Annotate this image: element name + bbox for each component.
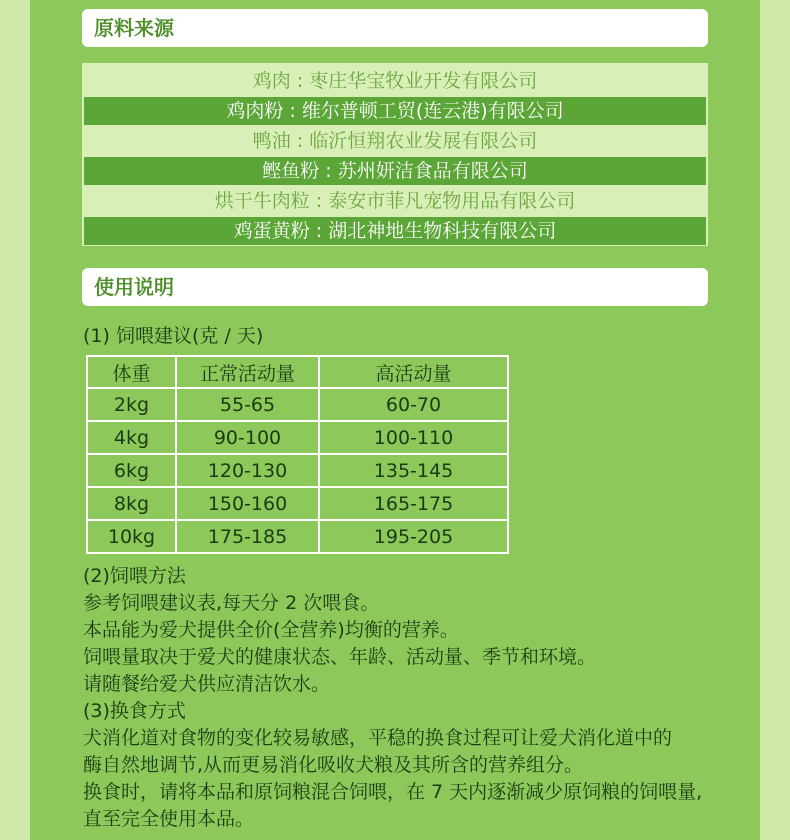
- table-cell: 2kg: [87, 388, 176, 421]
- table-cell: 135-145: [319, 454, 508, 487]
- column-header: 体重: [87, 356, 176, 388]
- table-cell: 60-70: [319, 388, 508, 421]
- column-header: 高活动量: [319, 356, 508, 388]
- switch-heading: (3)换食方式: [83, 700, 186, 722]
- section-header-usage: 使用说明: [82, 268, 708, 306]
- table-row: [87, 487, 508, 520]
- instruction-line: 犬消化道对食物的变化较易敏感，平稳的换食过程可让爱犬消化道中的: [83, 727, 673, 749]
- table-cell: 55-65: [176, 388, 319, 421]
- supplier-row: 鸡肉 : 枣庄华宝牧业开发有限公司: [84, 67, 706, 95]
- table-cell: 4kg: [87, 421, 176, 454]
- table-cell: 10kg: [87, 520, 176, 553]
- table-cell: 175-185: [176, 520, 319, 553]
- page: [30, 0, 760, 840]
- table-cell: 8kg: [87, 487, 176, 520]
- feeding-suggestion-title: (1) 饲喂建议(克 / 天): [83, 325, 264, 347]
- table-header-row: [87, 356, 508, 388]
- table-row: [87, 454, 508, 487]
- instruction-line: 酶自然地调节,从而更易消化吸收犬粮及其所含的营养组分。: [83, 754, 584, 776]
- supplier-row: 鸭油 : 临沂恒翔农业发展有限公司: [84, 127, 706, 155]
- instruction-line: 直至完全使用本品。: [83, 808, 255, 830]
- table-cell: 195-205: [319, 520, 508, 553]
- supplier-row: 烘干牛肉粒 : 泰安市菲凡宠物用品有限公司: [84, 187, 706, 215]
- table-row: [87, 520, 508, 553]
- table-cell: 165-175: [319, 487, 508, 520]
- instruction-line: 饲喂量取决于爱犬的健康状态、年龄、活动量、季节和环境。: [83, 646, 597, 668]
- table-cell: 6kg: [87, 454, 176, 487]
- table-cell: 120-130: [176, 454, 319, 487]
- supplier-list: [82, 63, 708, 246]
- table-row: [87, 388, 508, 421]
- method-heading: (2)饲喂方法: [83, 565, 186, 587]
- table-cell: 150-160: [176, 487, 319, 520]
- instruction-line: 本品能为爱犬提供全价(全营养)均衡的营养。: [83, 619, 459, 641]
- table-cell: 90-100: [176, 421, 319, 454]
- table-row: [87, 421, 508, 454]
- table-cell: 100-110: [319, 421, 508, 454]
- supplier-row: 鲣鱼粉 : 苏州妍洁食品有限公司: [84, 157, 706, 185]
- instruction-line: 参考饲喂建议表,每天分 2 次喂食。: [83, 592, 380, 614]
- section-header-source: 原料来源: [82, 9, 708, 47]
- instruction-line: 换食时，请将本品和原饲粮混合饲喂，在 7 天内逐渐减少原饲粮的饲喂量,: [83, 781, 703, 803]
- feeding-table: [86, 355, 509, 554]
- supplier-row: 鸡蛋黄粉 : 湖北神地生物科技有限公司: [84, 217, 706, 245]
- instruction-line: 请随餐给爱犬供应清洁饮水。: [83, 673, 331, 695]
- usage-instructions: [83, 563, 753, 833]
- supplier-row: 鸡肉粉 : 维尔普顿工贸(连云港)有限公司: [84, 97, 706, 125]
- column-header: 正常活动量: [176, 356, 319, 388]
